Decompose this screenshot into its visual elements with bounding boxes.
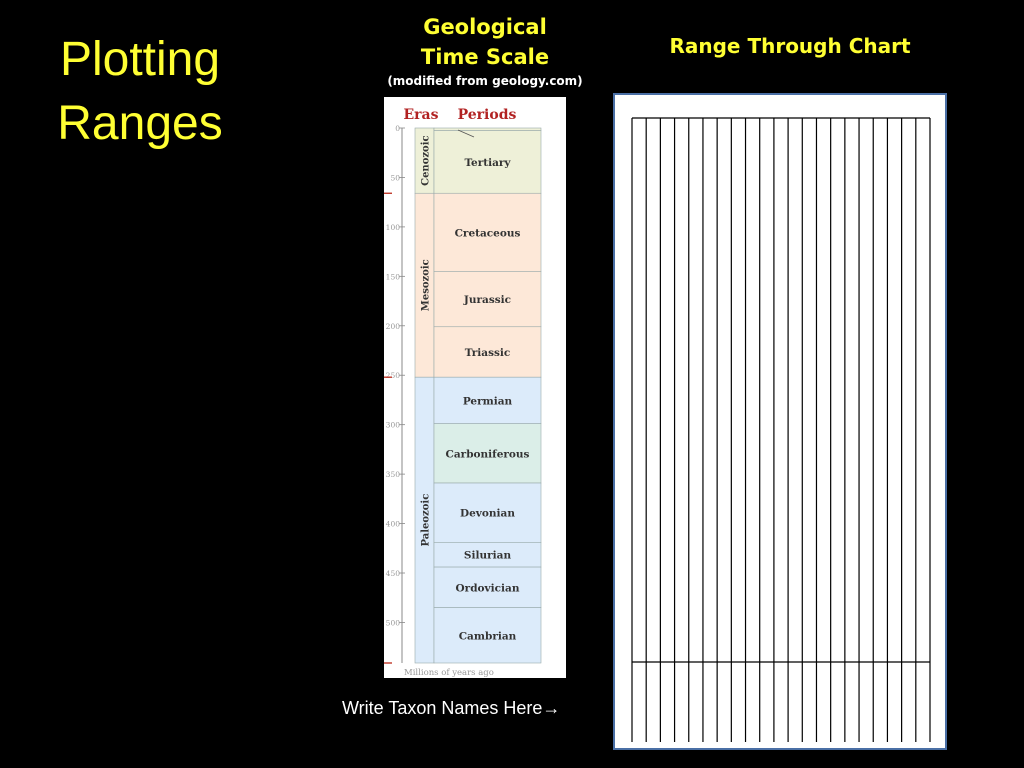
geologic-time-scale — [384, 97, 566, 678]
period-label: Permian — [462, 395, 513, 408]
taxon-names-text: Write Taxon Names Here — [342, 698, 543, 718]
era-label: Cenozoic — [420, 135, 432, 186]
time-scale-title-line1: Geological — [423, 15, 547, 39]
periods-header: Periods — [457, 107, 517, 123]
age-tick-label: 250 — [385, 371, 400, 381]
period-label: Silurian — [463, 549, 512, 562]
age-tick-label: 100 — [385, 222, 400, 232]
time-scale-heading — [380, 12, 590, 88]
range-through-chart — [613, 93, 947, 750]
arrow-right-icon: → — [542, 698, 561, 718]
period-block — [434, 128, 541, 131]
slide-title-line1: Plotting — [59, 33, 221, 86]
range-chart-grid — [615, 95, 945, 748]
age-tick-label: 150 — [385, 272, 400, 282]
period-label: Cretaceous — [454, 227, 521, 240]
period-label: Triassic — [464, 346, 511, 359]
age-tick-label: 400 — [385, 519, 400, 529]
age-tick-label: 50 — [390, 173, 400, 183]
taxon-names-instruction — [342, 698, 560, 719]
slide-title-line2: Ranges — [57, 97, 223, 150]
range-chart-title: Range Through Chart — [669, 34, 911, 58]
age-tick-label: 500 — [385, 618, 400, 628]
age-tick-label: 450 — [385, 569, 400, 579]
time-scale-title-line2: Time Scale — [420, 45, 550, 69]
eras-header: Eras — [403, 107, 439, 123]
axis-caption: Millions of years ago — [404, 668, 494, 678]
age-tick-label: 0 — [395, 124, 400, 133]
period-label: Cambrian — [458, 630, 517, 643]
era-label: Paleozoic — [420, 493, 432, 547]
time-scale-source: (modified from geology.com) — [387, 74, 583, 88]
age-tick-label: 200 — [385, 321, 400, 331]
age-tick-label: 350 — [385, 470, 400, 480]
period-label: Carboniferous — [445, 448, 530, 461]
period-label: Jurassic — [463, 294, 512, 307]
period-label: Ordovician — [455, 582, 520, 595]
era-label: Mesozoic — [420, 259, 432, 312]
period-label: Tertiary — [464, 156, 511, 169]
slide-title — [30, 28, 250, 156]
period-label: Devonian — [460, 507, 515, 520]
time-scale-figure — [384, 97, 566, 678]
age-tick-label: 300 — [385, 420, 400, 430]
